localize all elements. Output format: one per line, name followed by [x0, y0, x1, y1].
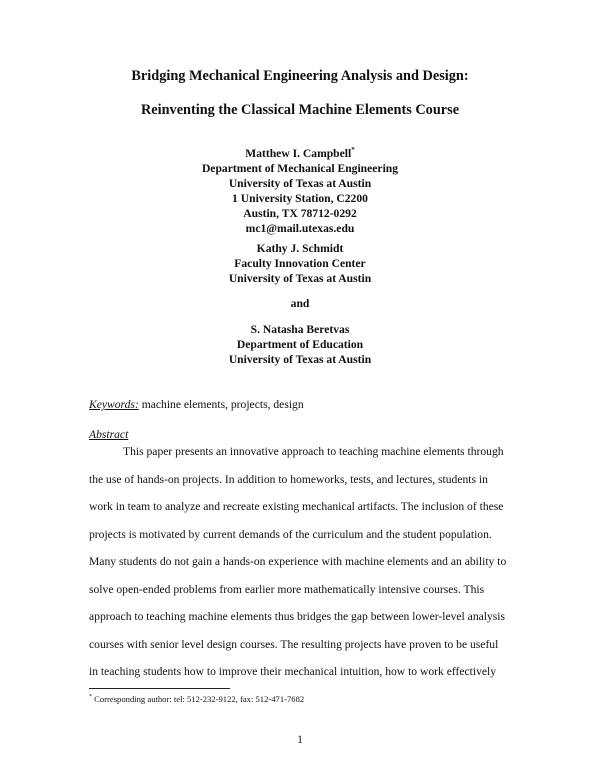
keywords-label: Keywords: — [89, 398, 139, 411]
author-2-affiliation-1: Faculty Innovation Center — [234, 257, 366, 270]
author-2-affiliation-2: University of Texas at Austin — [228, 272, 372, 285]
author-1-name: Matthew I. Campbell — [245, 147, 352, 160]
footnote — [89, 694, 304, 704]
footnote-mark: * — [351, 146, 355, 155]
abstract-line: This paper presents an innovative approach to teaching machine elements through — [123, 445, 504, 458]
footnote-rule — [89, 688, 230, 689]
footnote-mark: * — [89, 694, 92, 701]
keywords-text: machine elements, projects, design — [138, 398, 304, 411]
abstract-line: work in team to analyze and recreate existing mechanical artifacts. The inclusion of these — [89, 500, 504, 513]
author-block-3 — [0, 322, 600, 367]
paper-title-line-1: Bridging Mechanical Engineering Analysis and Design: — [131, 68, 469, 84]
abstract-line: in teaching students how to improve their mechanical intuition, how to work effectively — [89, 665, 497, 678]
abstract-body — [89, 438, 519, 686]
abstract-line: projects is motivated by current demands of the curriculum and the student population. — [89, 527, 492, 541]
abstract-label: Abstract — [89, 428, 129, 441]
abstract-line: courses with senior level design courses. The resulting projects have proven to be useful — [89, 637, 499, 651]
abstract-line: the use of hands-on projects. In addition to homeworks, tests, and lectures, students in — [89, 472, 488, 486]
abstract-line: approach to teaching machine elements thus bridges the gap between lower-level analysis — [89, 610, 506, 623]
keywords-line — [89, 398, 304, 411]
author-block-2 — [0, 241, 600, 286]
author-1-address-2: Austin, TX 78712-0292 — [243, 207, 357, 220]
footnote-text: Corresponding author: tel: 512-232-9122, fax: 512-471-7682 — [92, 694, 305, 704]
author-3-name: S. Natasha Beretvas — [250, 323, 350, 336]
author-1-affiliation-1: Department of Mechanical Engineering — [201, 162, 399, 175]
author-1-email: mc1@mail.utexas.edu — [245, 222, 355, 235]
page-number: 1 — [297, 733, 303, 746]
author-1-affiliation-2: University of Texas at Austin — [228, 177, 372, 190]
paper-title-line-2: Reinventing the Classical Machine Elements Course — [140, 102, 460, 118]
and-separator: and — [290, 297, 310, 310]
author-2-name: Kathy J. Schmidt — [256, 242, 344, 255]
abstract-line: solve open-ended problems from earlier more mathematically intensive courses. This — [89, 582, 485, 596]
abstract-line: Many students do not gain a hands-on experience with machine elements and an ability to — [89, 555, 507, 568]
author-1-name-line — [0, 146, 600, 161]
author-3-affiliation-1: Department of Education — [236, 338, 364, 351]
author-1-address-1: 1 University Station, C2200 — [232, 192, 368, 205]
author-3-affiliation-2: University of Texas at Austin — [228, 353, 372, 366]
author-block-1 — [0, 146, 600, 236]
